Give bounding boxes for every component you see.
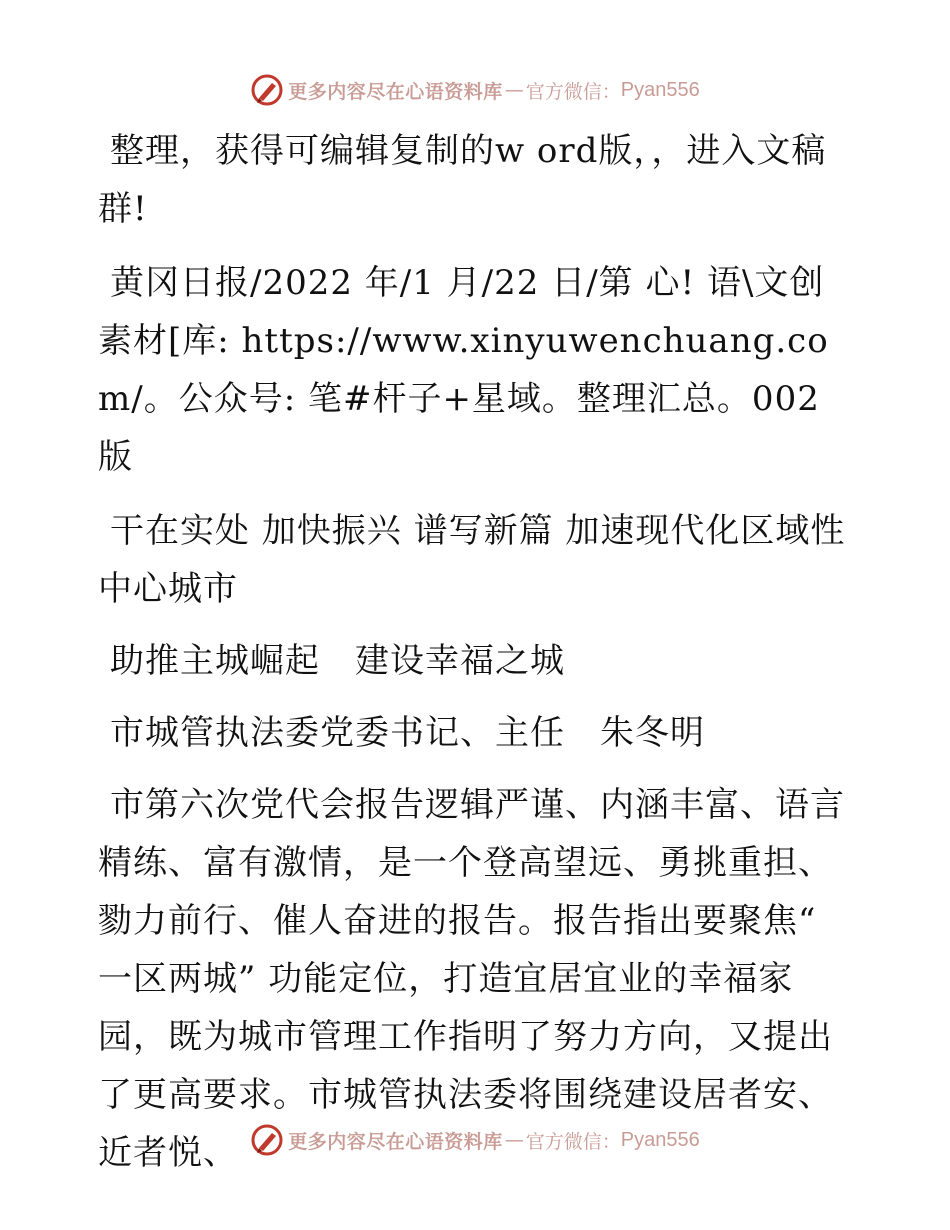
article-author: 市城管执法委党委书记、主任 朱冬明 (110, 713, 705, 753)
banner-separator: — (504, 1129, 524, 1151)
banner-text: 更多内容尽在心语资料库 (288, 80, 503, 103)
header-banner (0, 68, 950, 112)
pen-logo-icon (250, 73, 284, 107)
article-subtitle: 助推主城崛起 建设幸福之城 (110, 641, 565, 681)
pen-logo-icon (250, 1123, 284, 1157)
footer-banner (0, 1118, 950, 1162)
banner-text: 更多内容尽在心语资料库 (288, 1130, 503, 1153)
banner-wechat-label: 官方微信： (525, 80, 621, 103)
article-title: 干在实处 加快振兴 谱写新篇 加速现代化区域性中心城市 (98, 511, 846, 609)
banner-wechat-label: 官方微信： (525, 1130, 621, 1153)
banner-wechat-id: Pyan556 (620, 78, 700, 101)
banner-separator: — (504, 79, 524, 101)
paragraph-source: 黄冈日报/2022 年/1 月/22 日/第 心! 语\文创素材[库: https://www.xinyuwenchuang.com/。公众号: 笔#杆子+星域。整理汇总。002 版 (98, 263, 829, 477)
paragraph-body: 市第六次党代会报告逻辑严谨、内涵丰富、语言精练、富有激情，是一个登高望远、勇挑重担、勠力前行、催人奋进的报告。报告指出要聚焦“ 一区两城” 功能定位，打造宜居宜业的幸福家园，既为城市管理工作指明了努力方向，又提出了更高要求。市城管执法委将围绕建设居者安、近者悦、 (98, 785, 845, 1173)
article-body (98, 122, 854, 1182)
banner-wechat-id: Pyan556 (620, 1128, 700, 1151)
paragraph-intro: 整理，获得可编辑复制的w ord版，，进入文稿群! (98, 131, 827, 229)
